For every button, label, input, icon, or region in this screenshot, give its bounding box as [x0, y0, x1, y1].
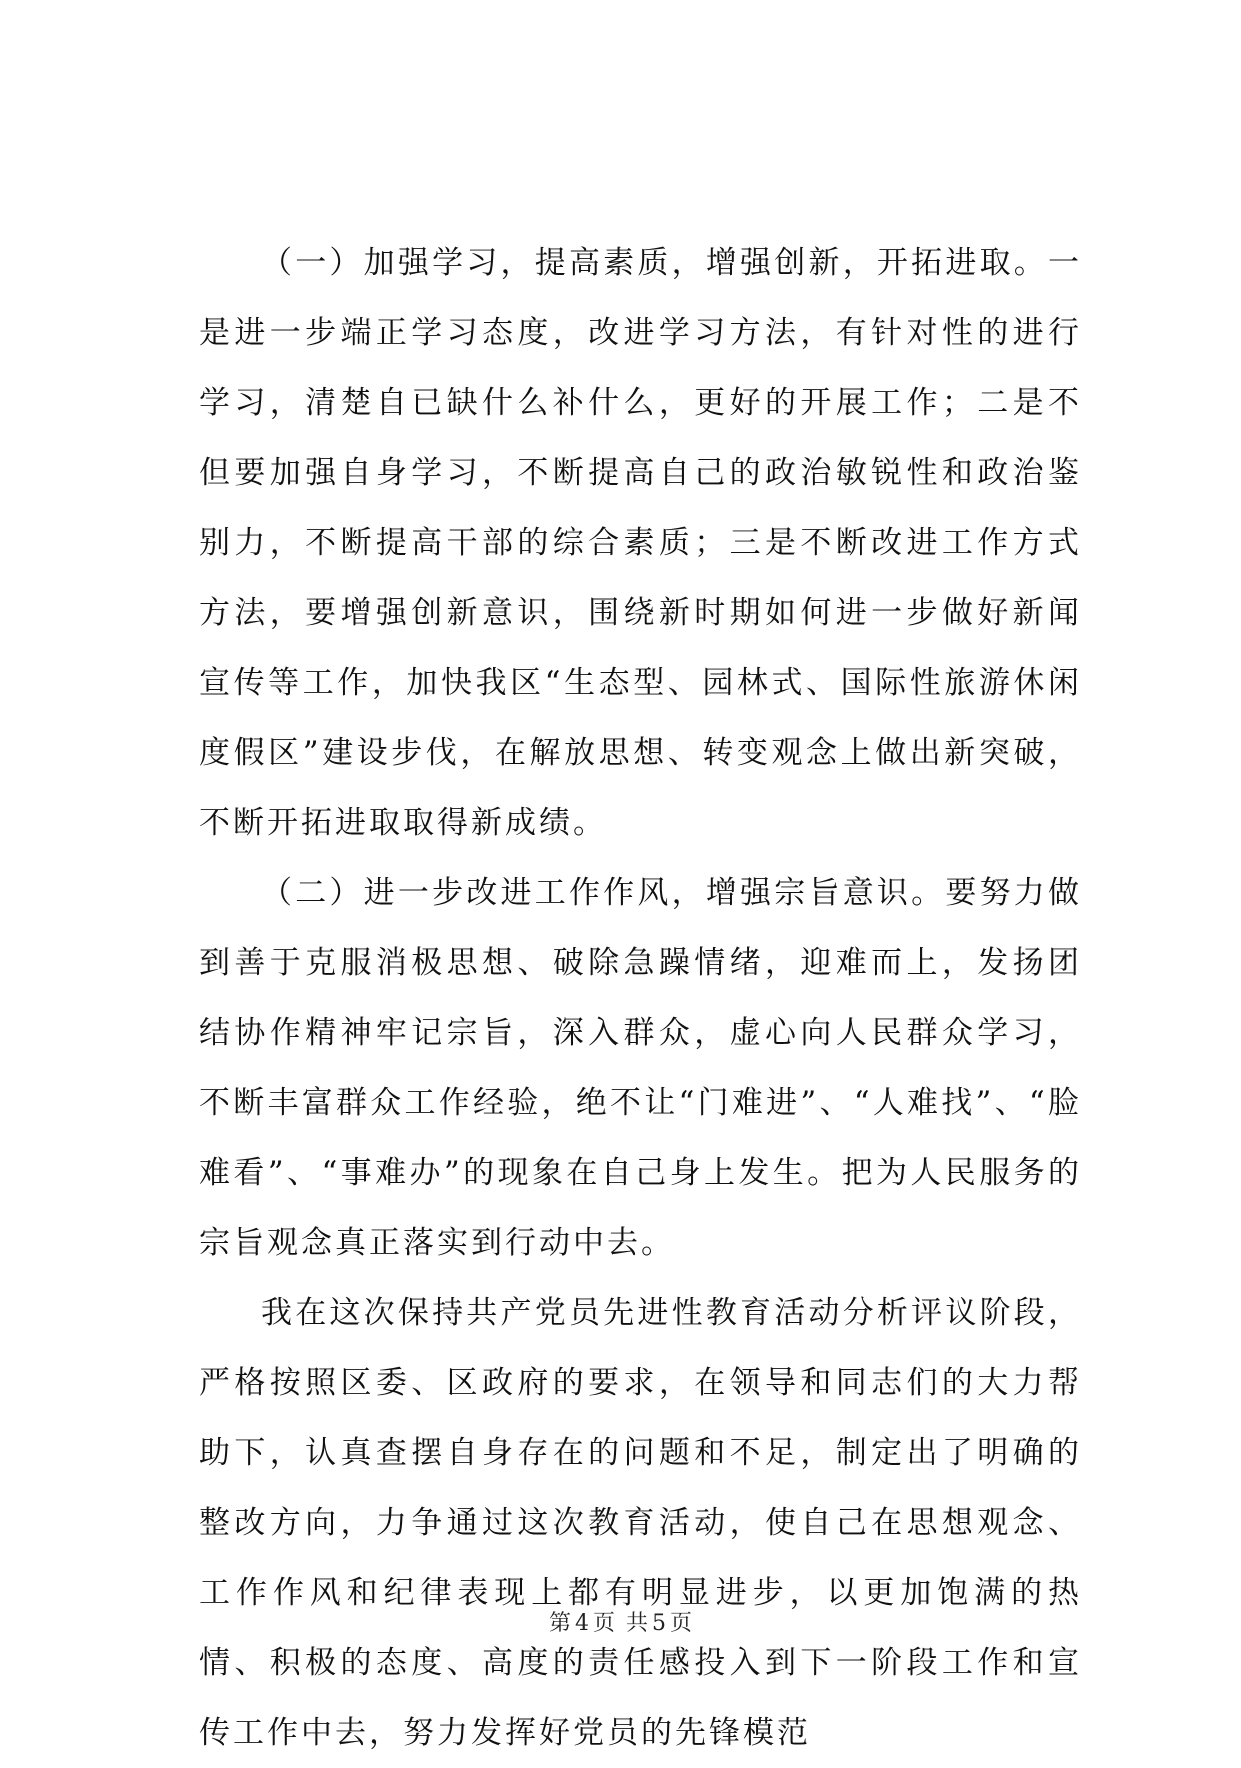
total-label-suffix: 页	[670, 1611, 693, 1636]
page-label-prefix: 第	[548, 1611, 571, 1636]
total-label-prefix: 共	[626, 1611, 649, 1636]
total-pages-number: 5	[652, 1611, 667, 1636]
document-body	[199, 228, 1082, 1768]
paragraph-1: （一）加强学习，提高素质，增强创新，开拓进取。一是进一步端正学习态度，改进学习方法，有针对性的进行学习，清楚自已缺什么补什么，更好的开展工作；二是不但要加强自身学习，不断提高自己的政治敏锐性和政治鉴别力，不断提高干部的综合素质；三是不断改进工作方式方法，要增强创新意识，围绕新时期如何进一步做好新闻宣传等工作，加快我区“生态型、园林式、国际性旅游休闲度假区”建设步伐，在解放思想、转变观念上做出新突破，不断开拓进取取得新成绩。	[199, 245, 1082, 841]
current-page-number: 4	[574, 1611, 589, 1636]
paragraph-3: 我在这次保持共产党员先进性教育活动分析评议阶段，严格按照区委、区政府的要求，在领导和同志们的大力帮助下，认真查摆自身存在的问题和不足，制定出了明确的整改方向，力争通过这次教育活动，使自己在思想观念、工作作风和纪律表现上都有明显进步，以更加饱满的热情、积极的态度、高度的责任感投入到下一阶段工作和宣传工作中去，努力发挥好党员的先锋模范	[199, 1295, 1082, 1751]
page-footer	[0, 1609, 1241, 1639]
page-label-suffix: 页	[592, 1611, 615, 1636]
paragraph-2: （二）进一步改进工作作风，增强宗旨意识。要努力做到善于克服消极思想、破除急躁情绪，迎难而上，发扬团结协作精神牢记宗旨，深入群众，虚心向人民群众学习，不断丰富群众工作经验，绝不让“门难进”、“人难找”、“脸难看”、“事难办”的现象在自己身上发生。把为人民服务的宗旨观念真正落实到行动中去。	[199, 875, 1082, 1261]
